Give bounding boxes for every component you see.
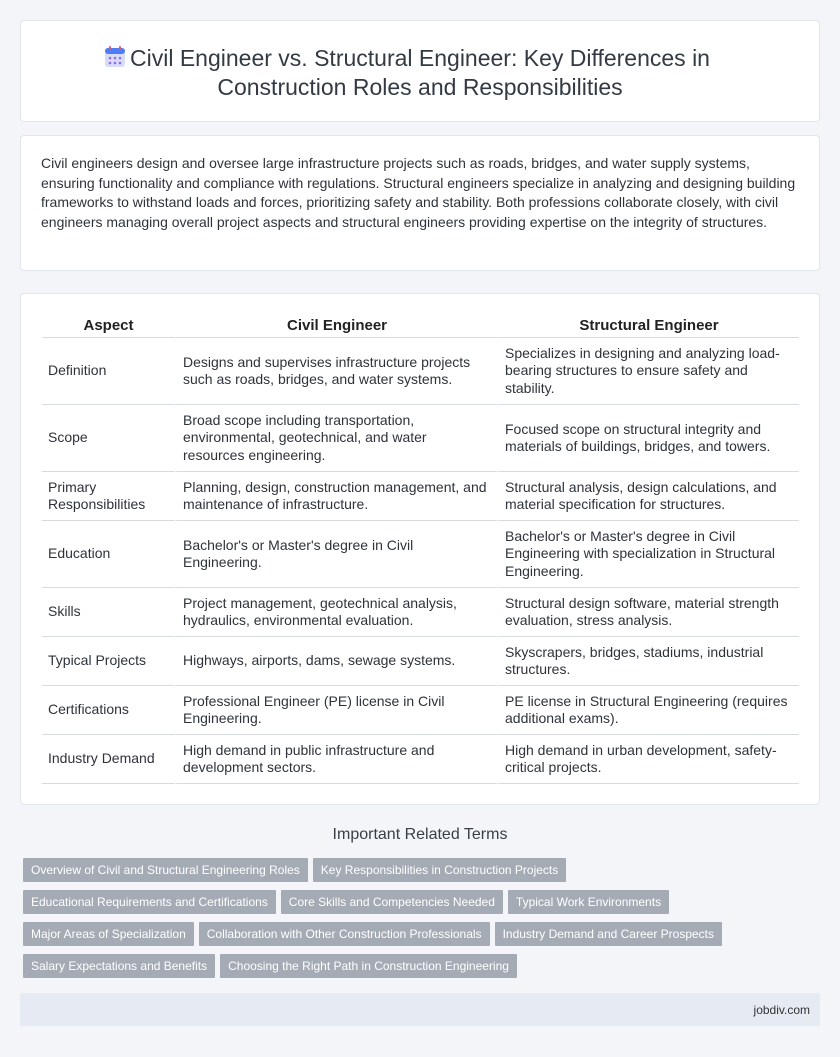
aspect-cell: Typical Projects: [42, 637, 175, 686]
page-title: Civil Engineer vs. Structural Engineer: Key Differences in Construction Roles and Responsibilities: [130, 45, 710, 100]
related-term-tag[interactable]: Key Responsibilities in Construction Projects: [313, 858, 566, 882]
aspect-cell: Primary Responsibilities: [42, 472, 175, 521]
tag-row: [23, 890, 823, 922]
footer-site-link[interactable]: jobdiv.com: [753, 1003, 810, 1017]
related-term-tag[interactable]: Typical Work Environments: [508, 890, 669, 914]
aspect-cell: Education: [42, 521, 175, 588]
related-term-tag[interactable]: Choosing the Right Path in Construction Engineering: [220, 954, 517, 978]
aspect-cell: Skills: [42, 588, 175, 637]
civil-cell: Bachelor's or Master's degree in Civil Engineering.: [175, 521, 497, 588]
table-row: [42, 338, 799, 405]
header-structural-engineer: Structural Engineer: [497, 316, 799, 338]
civil-cell: Broad scope including transportation, environmental, geotechnical, and water resources engineering.: [175, 405, 497, 472]
aspect-cell: Scope: [42, 405, 175, 472]
structural-cell: Specializes in designing and analyzing load-bearing structures to ensure safety and stability.: [497, 338, 799, 405]
aspect-cell: Definition: [42, 338, 175, 405]
tag-row: [23, 954, 823, 986]
header-aspect: Aspect: [42, 316, 175, 338]
intro-card: [20, 135, 820, 271]
structural-cell: PE license in Structural Engineering (requires additional exams).: [497, 686, 799, 735]
civil-cell: Designs and supervises infrastructure projects such as roads, bridges, and water systems.: [175, 338, 497, 405]
header-civil-engineer: Civil Engineer: [175, 316, 497, 338]
comparison-table: [42, 316, 799, 784]
table-header-row: [42, 316, 799, 338]
related-term-tag[interactable]: Overview of Civil and Structural Engineering Roles: [23, 858, 308, 882]
table-row: [42, 735, 799, 784]
structural-cell: High demand in urban development, safety-critical projects.: [497, 735, 799, 784]
aspect-cell: Certifications: [42, 686, 175, 735]
structural-cell: Structural design software, material strength evaluation, stress analysis.: [497, 588, 799, 637]
intro-paragraph: Civil engineers design and oversee large infrastructure projects such as roads, bridges, and water supply systems, ensuring functionality and compliance with regulations. Structural engineers specialize in analyzing and designing building frameworks to withstand loads and forces, prioritizing safety and stability. Both professions collaborate closely, with civil engineers managing overall project aspects and structural engineers providing expertise on the integrity of structures.: [41, 155, 796, 230]
structural-cell: Structural analysis, design calculations, and material specification for structures.: [497, 472, 799, 521]
related-term-tag[interactable]: Salary Expectations and Benefits: [23, 954, 215, 978]
related-term-tag[interactable]: Educational Requirements and Certifications: [23, 890, 276, 914]
footer-bar: [20, 993, 820, 1026]
structural-cell: Bachelor's or Master's degree in Civil Engineering with specialization in Structural Engineering.: [497, 521, 799, 588]
structural-cell: Focused scope on structural integrity and materials of buildings, bridges, and towers.: [497, 405, 799, 472]
table-row: [42, 521, 799, 588]
table-row: [42, 686, 799, 735]
related-term-tag[interactable]: Collaboration with Other Construction Professionals: [199, 922, 490, 946]
title-card: [20, 20, 820, 122]
tag-row: [23, 858, 823, 890]
civil-cell: Project management, geotechnical analysis, hydraulics, environmental evaluation.: [175, 588, 497, 637]
civil-cell: Professional Engineer (PE) license in Civil Engineering.: [175, 686, 497, 735]
table-row: [42, 472, 799, 521]
table-row: [42, 637, 799, 686]
related-terms-heading: Important Related Terms: [332, 826, 508, 843]
related-term-tag[interactable]: Industry Demand and Career Prospects: [495, 922, 722, 946]
table-row: [42, 588, 799, 637]
table-row: [42, 405, 799, 472]
related-term-tag[interactable]: Core Skills and Competencies Needed: [281, 890, 503, 914]
tag-row: [23, 922, 823, 954]
related-term-tag[interactable]: Major Areas of Specialization: [23, 922, 194, 946]
comparison-table-card: [20, 293, 820, 805]
civil-cell: High demand in public infrastructure and development sectors.: [175, 735, 497, 784]
aspect-cell: Industry Demand: [42, 735, 175, 784]
civil-cell: Planning, design, construction management, and maintenance of infrastructure.: [175, 472, 497, 521]
structural-cell: Skyscrapers, bridges, stadiums, industrial structures.: [497, 637, 799, 686]
related-terms-tags: [23, 858, 823, 986]
civil-cell: Highways, airports, dams, sewage systems.: [175, 637, 497, 686]
